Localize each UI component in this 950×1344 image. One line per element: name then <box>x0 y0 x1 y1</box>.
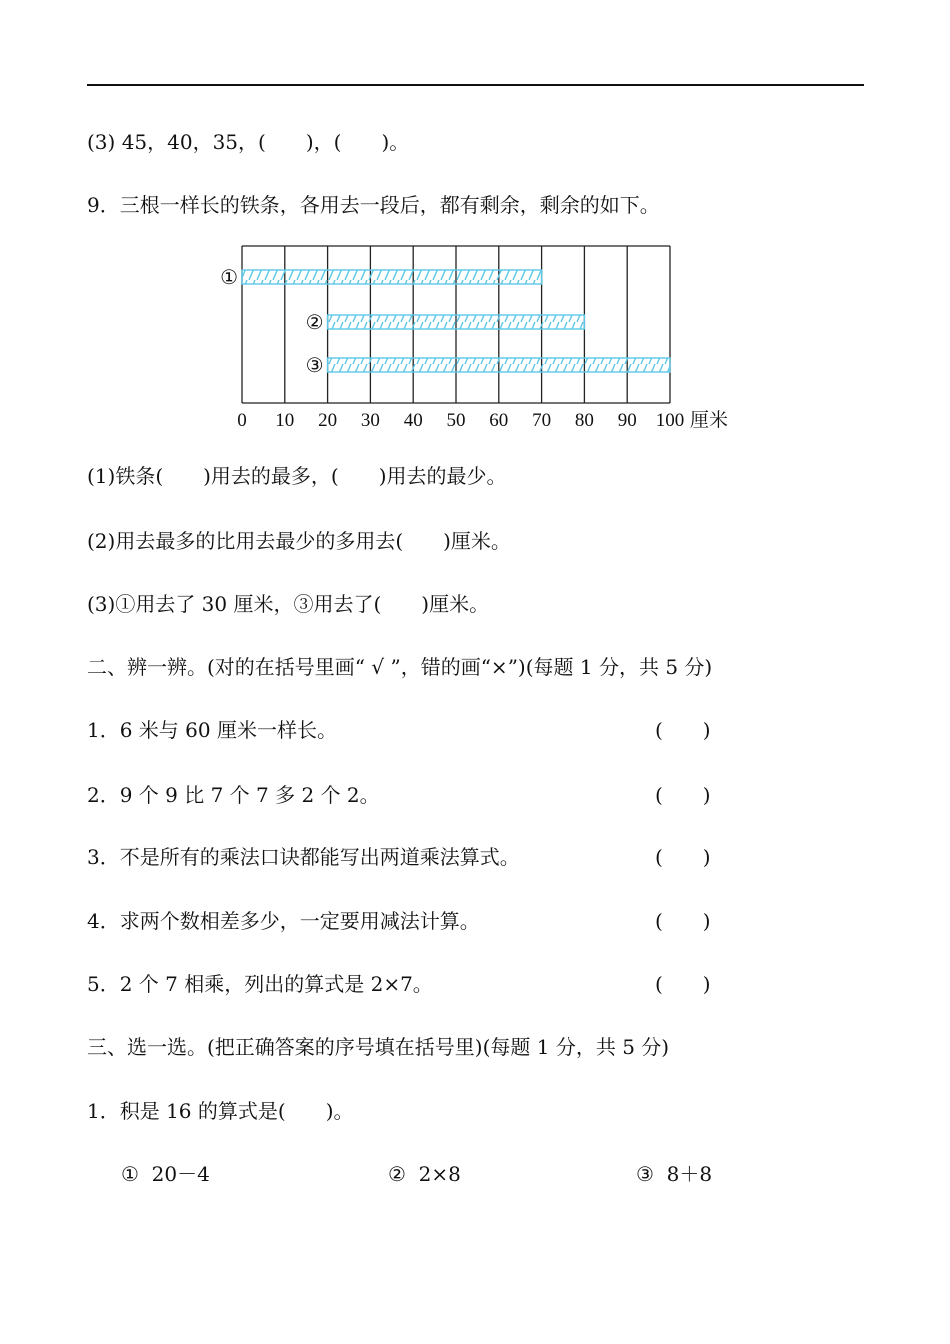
q9-part2: (2)用去最多的比用去最少的多用去( )厘米。 <box>87 529 511 553</box>
x-tick-label: 70 <box>532 410 552 431</box>
q9-prompt: 9．三根一样长的铁条，各用去一段后，都有剩余，剩余的如下。 <box>87 193 660 217</box>
x-tick-label: 40 <box>403 410 423 431</box>
bar-label-2: ② <box>305 312 324 334</box>
x-tick-label: 30 <box>360 410 380 431</box>
judge-answer-3[interactable]: ( ) <box>655 845 711 869</box>
option-1[interactable]: ① 20－4 <box>121 1162 210 1186</box>
judge-answer-2[interactable]: ( ) <box>655 783 711 807</box>
judge-item-1: 1．6 米与 60 厘米一样长。 <box>87 718 337 742</box>
judge-item-5: 5．2 个 7 相乘，列出的算式是 2×7。 <box>87 972 433 996</box>
top-rule <box>87 84 864 86</box>
section-3-heading: 三、选一选。(把正确答案的序号填在括号里)(每题 1 分，共 5 分) <box>87 1035 670 1059</box>
x-tick-label: 80 <box>574 410 594 431</box>
x-tick-label: 100 <box>655 410 685 431</box>
x-tick-label: 60 <box>489 410 509 431</box>
bar-label-1: ① <box>220 267 238 289</box>
option-3[interactable]: ③ 8＋8 <box>636 1162 713 1186</box>
q9-part3: (3)①用去了 30 厘米，③用去了( )厘米。 <box>87 592 490 616</box>
choice-question-1: 1．积是 16 的算式是( )。 <box>87 1099 354 1123</box>
bar-label-3: ③ <box>305 355 324 377</box>
x-tick-label: 20 <box>318 410 338 431</box>
bar-1 <box>242 270 542 284</box>
x-tick-label: 90 <box>617 410 637 431</box>
q8-part3: (3) 45，40，35，( )，( )。 <box>87 130 410 154</box>
judge-answer-4[interactable]: ( ) <box>655 909 711 933</box>
x-tick-label: 50 <box>446 410 466 431</box>
judge-item-2: 2．9 个 9 比 7 个 7 多 2 个 2。 <box>87 783 380 807</box>
chart-labels <box>220 267 728 431</box>
judge-answer-5[interactable]: ( ) <box>655 972 711 996</box>
q9-part1: (1)铁条( )用去的最多，( )用去的最少。 <box>87 464 507 488</box>
x-tick-label: 10 <box>275 410 295 431</box>
section-2-heading: 二、辨一辨。(对的在括号里画“ √ ”，错的画“×”)(每题 1 分，共 5 分) <box>87 655 713 679</box>
bar-3 <box>328 358 670 372</box>
bar-2 <box>328 315 585 329</box>
option-2[interactable]: ② 2×8 <box>388 1162 461 1186</box>
judge-answer-1[interactable]: ( ) <box>655 718 711 742</box>
judge-item-4: 4．求两个数相差多少，一定要用减法计算。 <box>87 909 480 933</box>
x-tick-label: 0 <box>237 410 247 431</box>
judge-item-3: 3．不是所有的乘法口诀都能写出两道乘法算式。 <box>87 845 520 869</box>
x-axis-unit: 厘米 <box>690 410 729 431</box>
iron-bar-chart <box>200 238 760 438</box>
